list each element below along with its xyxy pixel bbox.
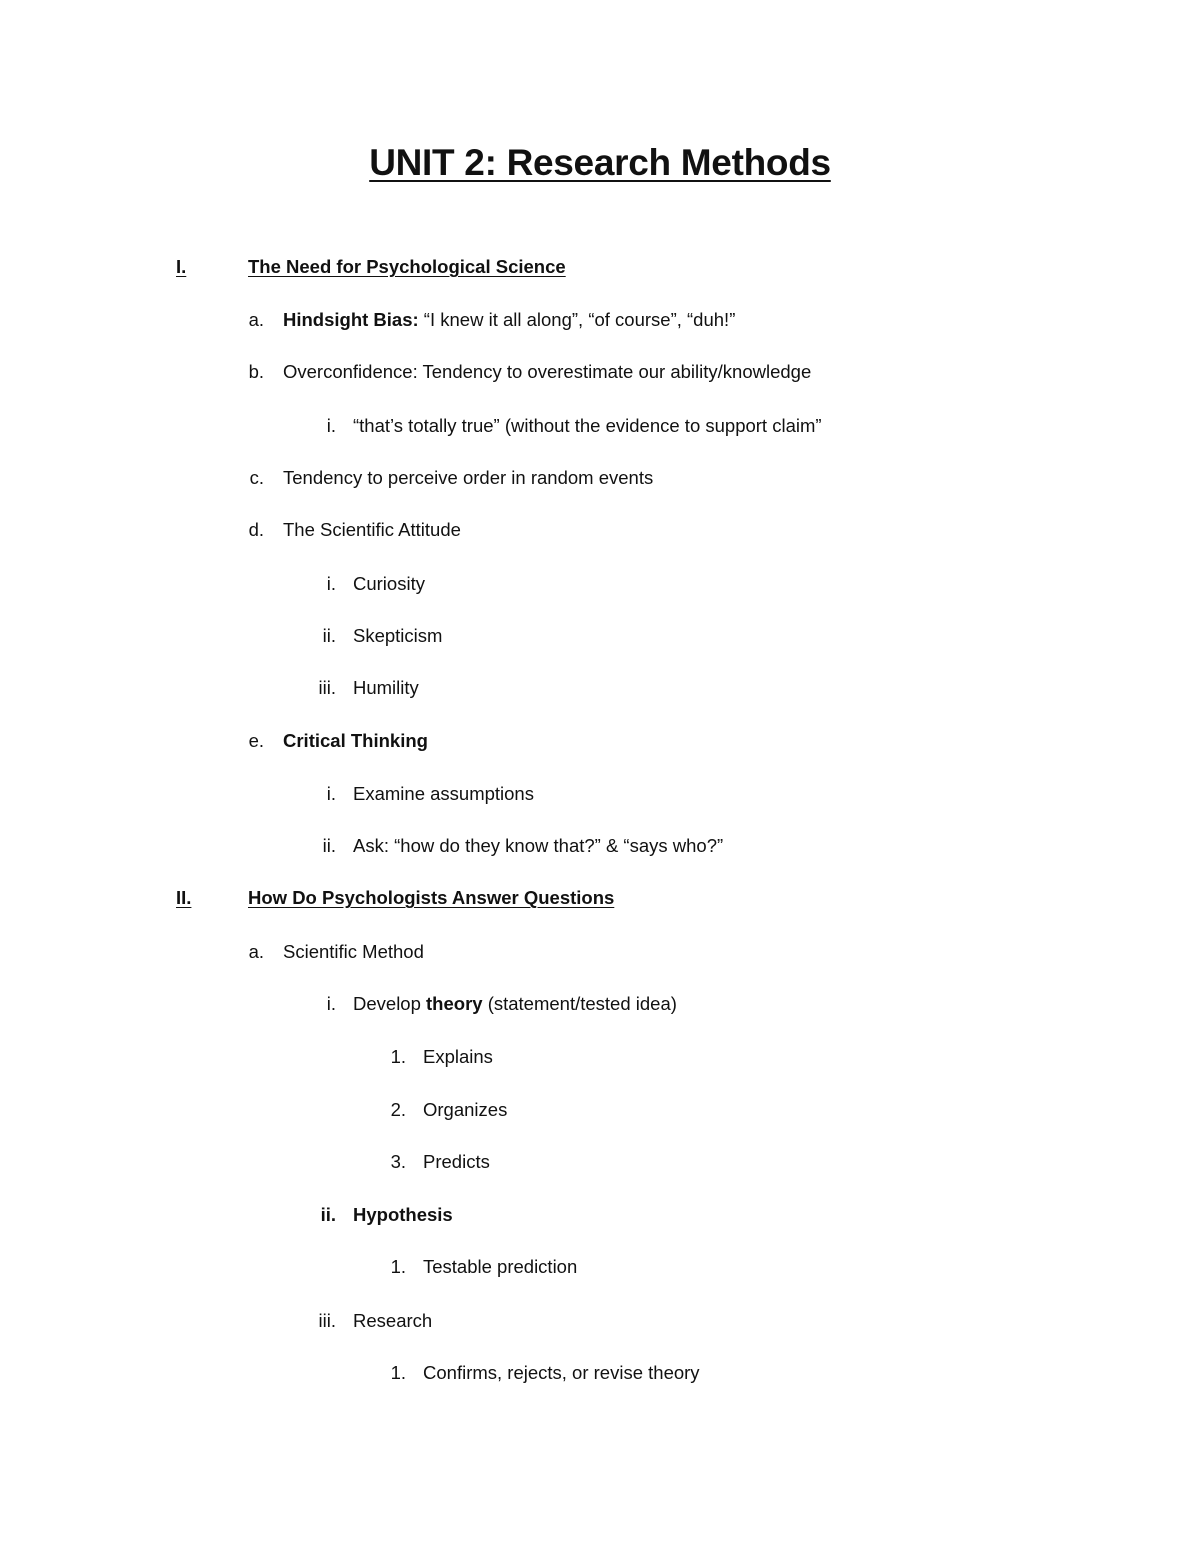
term: theory [426,993,483,1014]
definition: “I knew it all along”, “of course”, “duh!” [418,309,736,330]
list-marker: 3. [390,1151,406,1172]
list-text: Scientific Method [283,941,424,962]
list-text: Overconfidence: Tendency to overestimate our ability/knowledge [283,361,812,382]
list-marker: b. [248,361,264,382]
list-marker: 1. [390,1256,406,1277]
list-text: Ask: “how do they know that?” & “says who?” [353,835,724,856]
list-marker: i. [326,783,336,804]
list-text: Testable prediction [423,1256,578,1277]
list-text: The Scientific Attitude [283,519,461,540]
list-marker: ii. [322,625,336,646]
list-marker: 2. [390,1099,406,1120]
section-heading-1 [176,256,566,278]
text-post: (statement/tested idea) [482,993,677,1014]
list-text: Critical Thinking [283,730,428,751]
list-text: “that’s totally true” (without the evidence to support claim” [353,415,822,436]
list-marker: 1. [390,1362,406,1383]
list-text: Tendency to perceive order in random events [283,467,654,488]
list-marker: ii. [320,1204,336,1225]
list-marker: a. [248,941,264,962]
list-marker: a. [248,309,264,330]
section-number: I. [176,256,187,277]
text-pre: Develop [353,993,427,1014]
section-title: How Do Psychologists Answer Questions [248,887,615,908]
list-marker: ii. [322,835,336,856]
list-marker: i. [326,573,336,594]
term: Hindsight Bias: [283,309,419,330]
section-number: II. [176,887,192,908]
list-text: Skepticism [353,625,443,646]
list-marker: 1. [390,1046,406,1067]
list-marker: i. [326,415,336,436]
list-text: Predicts [423,1151,490,1172]
list-marker: i. [326,993,336,1014]
list-text: Research [353,1310,433,1331]
list-text: Examine assumptions [353,783,534,804]
list-marker: d. [248,519,264,540]
list-marker: iii. [318,1310,336,1331]
list-text: Organizes [423,1099,508,1120]
list-text: Confirms, rejects, or revise theory [423,1362,700,1383]
list-marker: iii. [318,677,336,698]
list-text: Hypothesis [353,1204,453,1225]
list-text: Explains [423,1046,493,1067]
list-text: Humility [353,677,419,698]
list-text: Curiosity [353,573,425,594]
page-title: UNIT 2: Research Methods [369,142,831,183]
section-heading-2 [176,887,614,909]
list-marker: c. [249,467,264,488]
section-title: The Need for Psychological Science [248,256,566,277]
list-marker: e. [248,730,264,751]
